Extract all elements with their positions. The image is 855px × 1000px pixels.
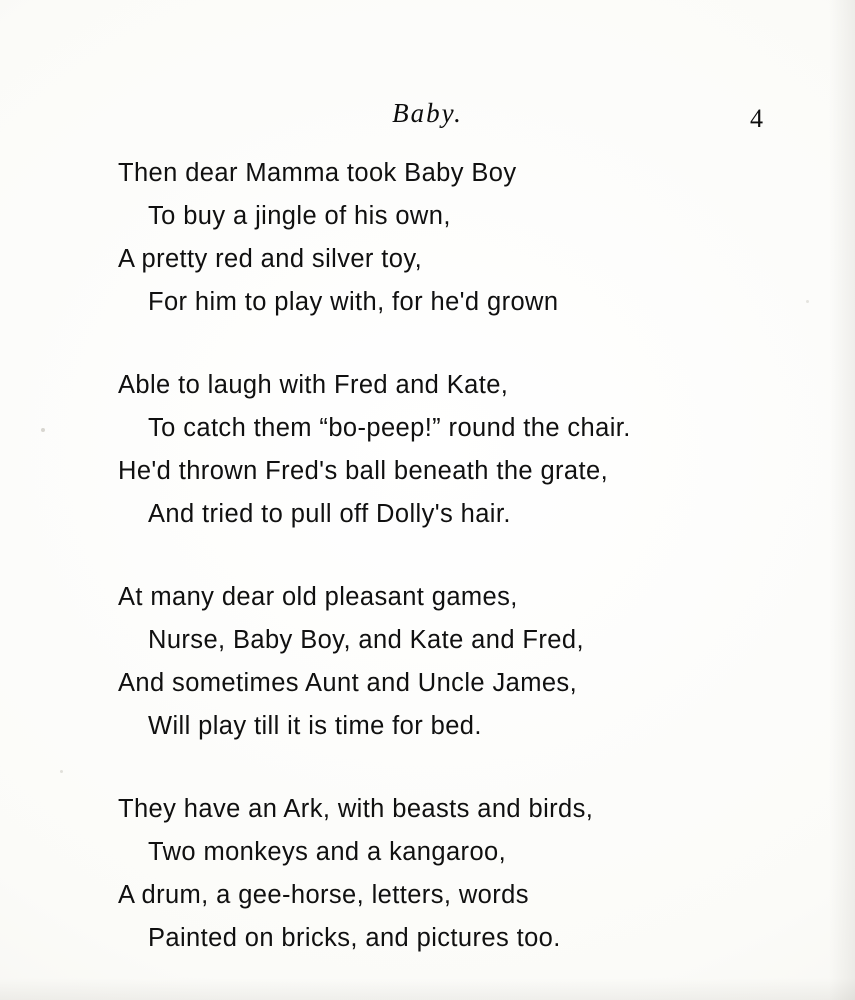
poem-body: [118, 152, 778, 960]
page-number: 4: [750, 104, 763, 133]
poem-line: Then dear Mamma took Baby Boy: [118, 159, 517, 187]
poem-line: Nurse, Baby Boy, and Kate and Fred,: [148, 626, 584, 654]
page-bottom-shadow: [0, 978, 855, 1000]
paper-speck: [806, 300, 809, 303]
paper-speck: [41, 428, 45, 432]
poem-line: And tried to pull off Dolly's hair.: [148, 500, 511, 528]
poem-line: At many dear old pleasant games,: [118, 583, 518, 611]
poem-line: They have an Ark, with beasts and birds,: [118, 795, 594, 823]
stanza: [118, 576, 778, 748]
poem-line: Painted on bricks, and pictures too.: [148, 924, 561, 952]
page-edge-shadow: [829, 0, 855, 1000]
poem-line: Two monkeys and a kangaroo,: [148, 838, 507, 866]
stanza: [118, 152, 778, 324]
poem-line: To catch them “bo-peep!” round the chair.: [148, 414, 631, 442]
page-header: [0, 98, 855, 142]
paper-speck: [60, 770, 63, 773]
poem-line: To buy a jingle of his own,: [148, 202, 451, 230]
poem-line: Will play till it is time for bed.: [148, 712, 482, 740]
poem-line: He'd thrown Fred's ball beneath the grate,: [118, 457, 609, 485]
page-title: Baby.: [392, 98, 463, 128]
poem-line: A pretty red and silver toy,: [118, 245, 423, 273]
stanza: [118, 364, 778, 536]
poem-line: For him to play with, for he'd grown: [148, 288, 559, 316]
poem-line: Able to laugh with Fred and Kate,: [118, 371, 509, 399]
poem-line: And sometimes Aunt and Uncle James,: [118, 669, 578, 697]
stanza: [118, 788, 778, 960]
poem-line: A drum, a gee-horse, letters, words: [118, 881, 529, 909]
